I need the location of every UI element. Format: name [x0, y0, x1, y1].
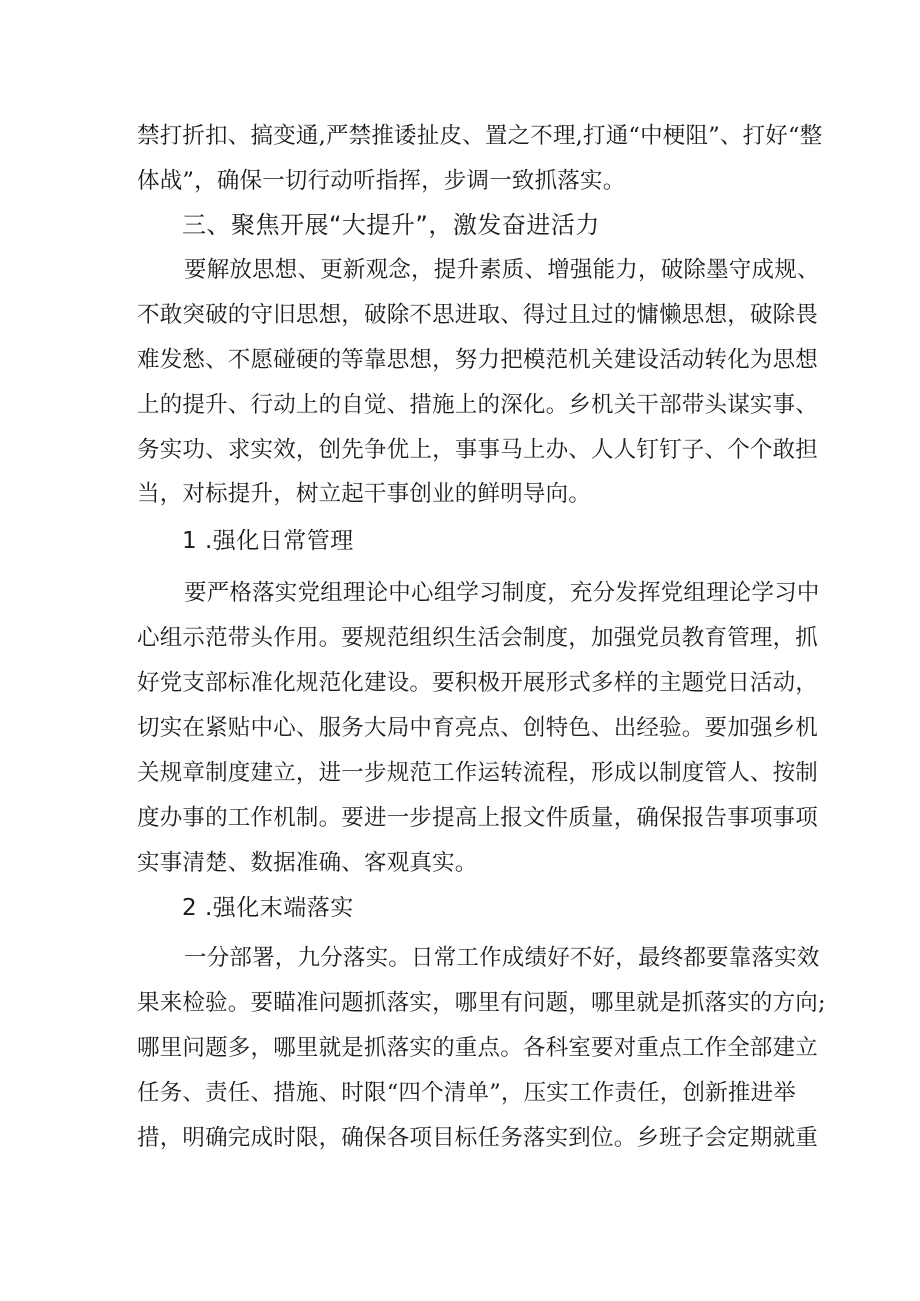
body-line: 体战”，确保一切行动听指挥，步调一致抓落实。 [137, 168, 626, 194]
body-line: 难发愁、不愿碰硬的等靠思想，努力把模范机关建设活动转化为思想 [137, 347, 819, 373]
body-line: 要严格落实党组理论中心组学习制度，充分发挥党组理论学习中 [184, 580, 820, 606]
body-line: 上的提升、行动上的自觉、措施上的深化。乡机关干部带头谋实事、 [137, 392, 819, 418]
body-line: 措，明确完成时限，确保各项目标任务落实到位。乡班子会定期就重 [137, 1125, 819, 1151]
body-line: 务实功、求实效，创先争优上，事事马上办、人人钉钉子、个个敢担 [137, 437, 819, 463]
body-line: 心组示范带头作用。要规范组织生活会制度，加强党员教育管理，抓 [137, 625, 819, 651]
body-line: 好党支部标准化规范化建设。要积极开展形式多样的主题党日活动， [137, 670, 819, 696]
body-line: 当，对标提升，树立起干事创业的鲜明导向。 [137, 481, 592, 507]
body-line: 关规章制度建立，进一步规范工作运转流程，形成以制度管人、按制 [137, 760, 819, 786]
body-line: 任务、责任、措施、时限“四个清单”，压实工作责任，创新推进举 [137, 1080, 797, 1106]
body-line: 实事清楚、数据准确、客观真实。 [137, 850, 478, 876]
body-line: 禁打折扣、搞变通,严禁推诿扯皮、置之不理,打通“中梗阻”、打好“整 [137, 123, 823, 149]
body-line: 哪里问题多，哪里就是抓落实的重点。各科室要对重点工作全部建立 [137, 1035, 819, 1061]
subsection-heading: 1 .强化日常管理 [182, 528, 354, 554]
subsection-heading: 2 .强化末端落实 [182, 895, 354, 921]
body-line: 一分部署，九分落实。日常工作成绩好不好，最终都要靠落实效 [184, 945, 820, 971]
body-line: 要解放思想、更新观念，提升素质、增强能力，破除墨守成规、 [184, 257, 820, 283]
body-line: 切实在紧贴中心、服务大局中育亮点、创特色、出经验。要加强乡机 [137, 715, 819, 741]
body-line: 不敢突破的守旧思想，破除不思进取、得过且过的慵懒思想，破除畏 [137, 302, 819, 328]
section-heading: 三、聚焦开展“大提升”，激发奋进活力 [182, 211, 600, 239]
body-line: 度办事的工作机制。要进一步提高上报文件质量，确保报告事项事项 [137, 805, 819, 831]
body-line: 果来检验。要瞄准问题抓落实，哪里有问题，哪里就是抓落实的方向; [137, 990, 826, 1016]
